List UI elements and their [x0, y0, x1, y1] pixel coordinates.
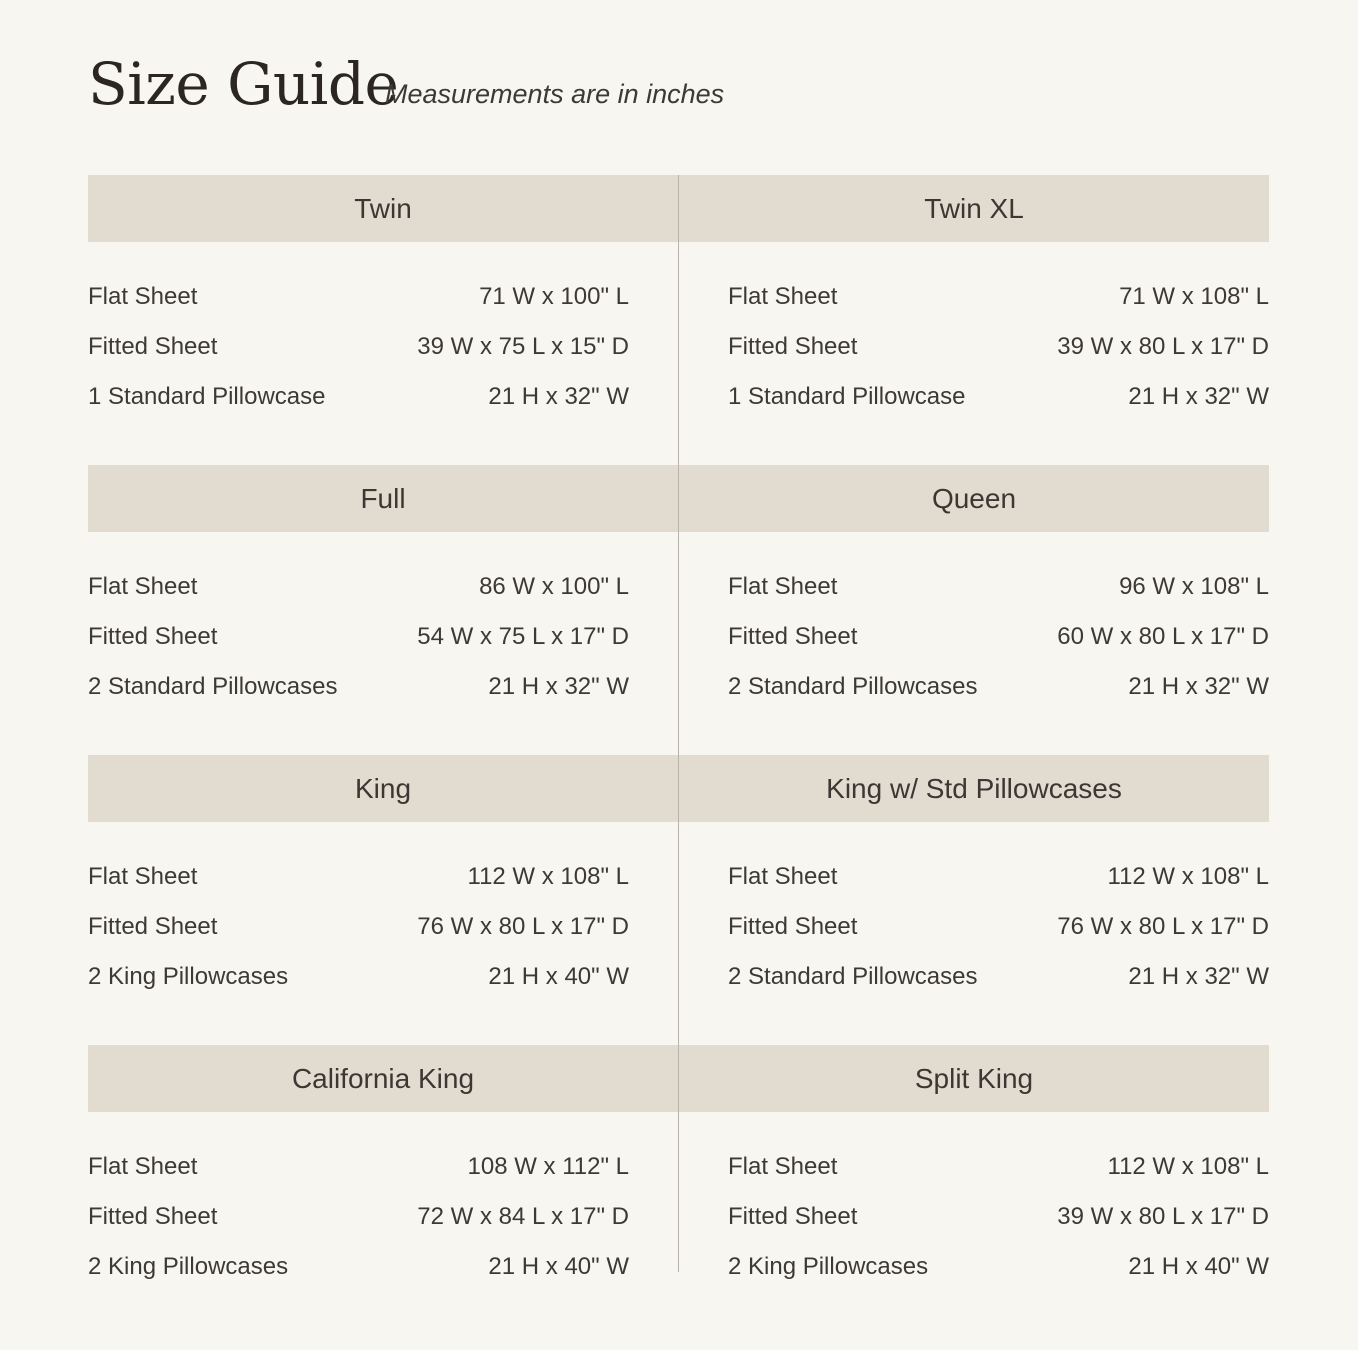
item-name: Flat Sheet — [88, 573, 198, 600]
item-name: Flat Sheet — [88, 863, 198, 890]
size-row — [88, 662, 629, 712]
item-name: Fitted Sheet — [88, 623, 218, 650]
item-name: 2 Standard Pillowcases — [728, 963, 978, 990]
size-row — [728, 1242, 1269, 1292]
size-section-twin-xl — [678, 175, 1268, 465]
item-name: 1 Standard Pillowcase — [728, 383, 966, 410]
size-row — [88, 322, 629, 372]
size-row — [728, 612, 1269, 662]
size-row — [88, 612, 629, 662]
item-size: 21 H x 32" W — [1128, 383, 1269, 410]
size-row — [728, 952, 1269, 1002]
size-header: Split King — [679, 1045, 1269, 1112]
item-size: 76 W x 80 L x 17" D — [417, 913, 629, 940]
item-size: 21 H x 40" W — [488, 963, 629, 990]
item-size: 21 H x 32" W — [488, 673, 629, 700]
size-row — [728, 1142, 1269, 1192]
size-section-king — [88, 755, 678, 1045]
size-header: Twin — [88, 175, 678, 242]
item-name: 2 King Pillowcases — [88, 1253, 289, 1280]
size-row — [88, 1142, 629, 1192]
item-size: 39 W x 80 L x 17" D — [1057, 333, 1269, 360]
size-rows — [88, 272, 629, 422]
size-header: King w/ Std Pillowcases — [679, 755, 1269, 822]
size-header: King — [88, 755, 678, 822]
size-row — [88, 852, 629, 902]
size-row — [88, 372, 629, 422]
item-size: 21 H x 32" W — [488, 383, 629, 410]
item-size: 21 H x 32" W — [1128, 963, 1269, 990]
item-name: Flat Sheet — [728, 1153, 838, 1180]
item-name: 2 King Pillowcases — [88, 963, 289, 990]
size-row — [88, 272, 629, 322]
size-section-twin — [88, 175, 678, 465]
item-size: 112 W x 108" L — [467, 863, 629, 890]
size-row — [728, 562, 1269, 612]
item-size: 96 W x 108" L — [1119, 573, 1269, 600]
size-rows — [728, 272, 1269, 422]
page-subtitle: Measurements are in inches — [385, 79, 725, 109]
item-size: 71 W x 100" L — [479, 283, 629, 310]
size-row — [728, 1192, 1269, 1242]
size-row — [728, 272, 1269, 322]
size-header: California King — [88, 1045, 678, 1112]
item-name: Flat Sheet — [88, 1153, 198, 1180]
item-size: 86 W x 100" L — [479, 573, 629, 600]
size-row — [728, 372, 1269, 422]
size-rows — [88, 1142, 629, 1292]
item-size: 71 W x 108" L — [1119, 283, 1269, 310]
size-row — [728, 662, 1269, 712]
size-guide-grid — [88, 175, 1269, 1280]
item-name: 2 Standard Pillowcases — [88, 673, 338, 700]
size-section-full — [88, 465, 678, 755]
item-name: Flat Sheet — [728, 283, 838, 310]
size-section-california-king — [88, 1045, 678, 1335]
item-size: 76 W x 80 L x 17" D — [1057, 913, 1269, 940]
item-name: Fitted Sheet — [728, 623, 858, 650]
size-row — [88, 952, 629, 1002]
size-header: Full — [88, 465, 678, 532]
item-size: 21 H x 40" W — [488, 1253, 629, 1280]
size-section-split-king — [678, 1045, 1268, 1335]
item-name: Flat Sheet — [728, 573, 838, 600]
item-name: 1 Standard Pillowcase — [88, 383, 326, 410]
item-name: Fitted Sheet — [88, 1203, 218, 1230]
item-size: 21 H x 40" W — [1128, 1253, 1269, 1280]
item-size: 54 W x 75 L x 17" D — [417, 623, 629, 650]
item-size: 39 W x 75 L x 15" D — [417, 333, 629, 360]
page-title: Size Guide — [88, 50, 399, 118]
size-rows — [728, 1142, 1269, 1292]
item-name: 2 Standard Pillowcases — [728, 673, 978, 700]
item-name: Fitted Sheet — [88, 333, 218, 360]
item-name: Fitted Sheet — [88, 913, 218, 940]
size-row — [728, 322, 1269, 372]
item-size: 112 W x 108" L — [1107, 863, 1269, 890]
size-row — [88, 1192, 629, 1242]
item-size: 108 W x 112" L — [467, 1153, 629, 1180]
item-name: Fitted Sheet — [728, 1203, 858, 1230]
size-rows — [728, 852, 1269, 1002]
size-rows — [88, 562, 629, 712]
size-row — [728, 902, 1269, 952]
item-name: Flat Sheet — [728, 863, 838, 890]
size-header: Queen — [679, 465, 1269, 532]
item-name: 2 King Pillowcases — [728, 1253, 929, 1280]
item-size: 21 H x 32" W — [1128, 673, 1269, 700]
size-row — [728, 852, 1269, 902]
item-size: 72 W x 84 L x 17" D — [417, 1203, 629, 1230]
item-size: 39 W x 80 L x 17" D — [1057, 1203, 1269, 1230]
size-section-king-std-pillowcases — [678, 755, 1268, 1045]
item-name: Flat Sheet — [88, 283, 198, 310]
size-header: Twin XL — [679, 175, 1269, 242]
item-size: 60 W x 80 L x 17" D — [1057, 623, 1269, 650]
size-row — [88, 1242, 629, 1292]
size-rows — [88, 852, 629, 1002]
item-name: Fitted Sheet — [728, 333, 858, 360]
size-section-queen — [678, 465, 1268, 755]
item-name: Fitted Sheet — [728, 913, 858, 940]
size-rows — [728, 562, 1269, 712]
item-size: 112 W x 108" L — [1107, 1153, 1269, 1180]
size-row — [88, 902, 629, 952]
size-row — [88, 562, 629, 612]
